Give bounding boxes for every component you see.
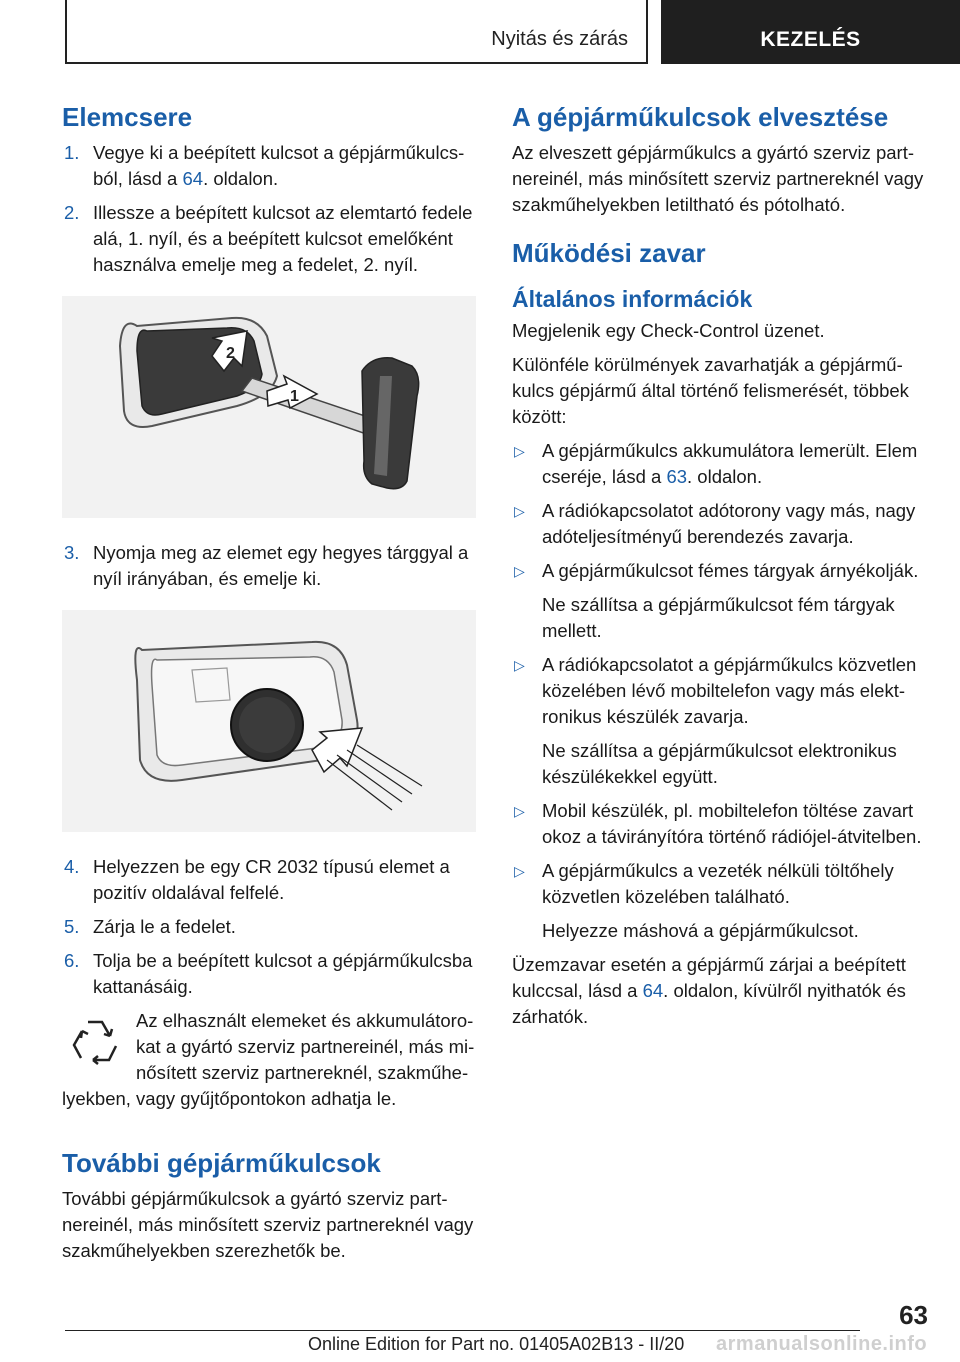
step-5 xyxy=(62,914,476,940)
step-4 xyxy=(62,854,476,906)
heading-battery-replacement: Elemcsere xyxy=(62,102,193,132)
step-number: 4. xyxy=(64,856,80,877)
closing-text-suffix: . oldalon, kívülről nyithatók és zárhatók. xyxy=(512,980,906,1027)
figure-battery-compartment xyxy=(62,610,476,832)
bullet-subnote: Ne szállítsa a gépjárműkulcsot elektronikus készülékekkel együtt. xyxy=(542,740,897,787)
step-text: Tolja be a beépített kulcsot a gépjárműkulcsba kattanásáig. xyxy=(93,950,473,997)
heading-lost-keys: A gépjárműkulcsok elvesztése xyxy=(512,102,889,132)
bullet-text: A gépjárműkulcsot fémes tárgyak árnyékolják. xyxy=(542,560,919,581)
step-text: Vegye ki a beépített kulcsot a gépjárműkulcsból, lásd a xyxy=(93,142,465,189)
step-2 xyxy=(62,200,476,278)
step-number: 6. xyxy=(64,950,80,971)
closing-paragraph xyxy=(512,952,930,1030)
malfunction-p2: Különféle körülmények zavarhatják a gépjárműkulcs gépjármű által történő felismerését, többek között: xyxy=(512,354,909,427)
heading-malfunction: Működési zavar xyxy=(512,238,706,268)
additional-keys-text: További gépjárműkulcsok a gyártó szerviz partnereinél, más minősített szerviz partnereknél vagy szakműhelyekben szerezhetők be. xyxy=(62,1188,474,1261)
key-fob-illustration xyxy=(62,296,476,518)
triangle-bullet-icon: ▷ xyxy=(514,657,525,673)
right-column xyxy=(512,100,930,1038)
bullet-item xyxy=(512,858,930,910)
header-section-title: Nyitás és zárás xyxy=(491,28,628,50)
bullet-item xyxy=(512,652,930,730)
bullet-text-suffix: . oldalon. xyxy=(687,466,763,487)
triangle-bullet-icon: ▷ xyxy=(514,563,525,579)
page-number: 63 xyxy=(899,1300,928,1330)
bullet-text: A rádiókapcsolatot a gépjárműkulcs közvetlen közelében lévő mobiltelefon vagy más elektronikus készülék zavarja. xyxy=(542,654,917,727)
bullet-text: Mobil készülék, pl. mobiltelefon töltése zavart okoz a távirányítóra történő rádiójel-átvitelben. xyxy=(542,800,922,847)
step-text: Illessze a beépített kulcsot az elemtartó fedele alá, 1. nyíl, és a beépített kulcsot emelőként használva emelje meg a fedelet, 2. nyíl. xyxy=(93,202,473,275)
header-chapter-tab: KEZELÉS xyxy=(661,0,960,64)
footer-divider xyxy=(65,1330,860,1331)
arrow-label-1: 1 xyxy=(290,388,299,405)
step-number: 5. xyxy=(64,916,80,937)
recycle-icon xyxy=(66,1012,124,1076)
bullet-subnote: Ne szállítsa a gépjárműkulcsot fém tárgyak mellett. xyxy=(542,594,895,641)
lost-keys-text: Az elveszett gépjárműkulcs a gyártó szerviz partnereinél, más minősített szerviz partnereknél vagy szakműhelyekben letiltható és pótolható. xyxy=(512,142,924,215)
step-text: Helyezzen be egy CR 2032 típusú elemet a pozitív oldalával felfelé. xyxy=(93,856,450,903)
left-column xyxy=(62,100,476,1272)
bullet-item xyxy=(512,798,930,850)
step-1 xyxy=(62,140,476,192)
battery-compartment-illustration xyxy=(62,610,476,832)
step-3 xyxy=(62,540,476,592)
bullet-text: A gépjárműkulcs akkumulátora lemerült. Elem cseréje, lásd a xyxy=(542,440,918,487)
triangle-bullet-icon: ▷ xyxy=(514,503,525,519)
triangle-bullet-icon: ▷ xyxy=(514,443,525,459)
bullet-item xyxy=(512,558,930,584)
arrow-label-2: 2 xyxy=(226,345,235,362)
step-number: 3. xyxy=(64,542,80,563)
step-text: Nyomja meg az elemet egy hegyes tárggyal a nyíl irányában, és emelje ki. xyxy=(93,542,469,589)
watermark: armanualsonline.info xyxy=(716,1333,928,1355)
recycling-note xyxy=(62,1008,476,1112)
triangle-bullet-icon: ▷ xyxy=(514,803,525,819)
bullet-subnote: Helyezze máshová a gépjárműkulcsot. xyxy=(542,920,859,941)
step-6 xyxy=(62,948,476,1000)
bullet-text: A rádiókapcsolatot adótorony vagy más, nagy adóteljesítményű berendezés zavarja. xyxy=(542,500,916,547)
header-section-box xyxy=(65,0,648,64)
step-number: 2. xyxy=(64,202,80,223)
malfunction-p1: Megjelenik egy Check-Control üzenet. xyxy=(512,320,825,341)
recycling-note-text: Az elhasznált elemeket és akkumulátorokat a gyártó szerviz partnereinél, más minősített szerviz partnereknél, szakműhelyekben, vagy gyűjtőpontokon adhatja le. xyxy=(62,1010,475,1109)
bullet-text: A gépjárműkulcs a vezeték nélküli töltőhely közvetlen közelében található. xyxy=(542,860,894,907)
page-link-63[interactable]: 63 xyxy=(666,466,688,487)
bullet-item xyxy=(512,438,930,490)
closing-text: Üzemzavar esetén a gépjármű zárjai a beépített kulccsal, lásd a xyxy=(512,954,906,1001)
figure-key-removal xyxy=(62,296,476,518)
page-link-64[interactable]: 64 xyxy=(642,980,664,1001)
step-number: 1. xyxy=(64,142,80,163)
heading-general-info: Általános információk xyxy=(512,286,753,312)
triangle-bullet-icon: ▷ xyxy=(514,863,525,879)
page-link-64[interactable]: 64 xyxy=(182,168,204,189)
bullet-item xyxy=(512,498,930,550)
heading-additional-keys: További gépjárműkulcsok xyxy=(62,1148,381,1178)
step-text: Zárja le a fedelet. xyxy=(93,916,236,937)
footer-edition: Online Edition for Part no. 01405A02B13 - II/20 xyxy=(308,1334,685,1354)
step-text-suffix: . oldalon. xyxy=(203,168,279,189)
